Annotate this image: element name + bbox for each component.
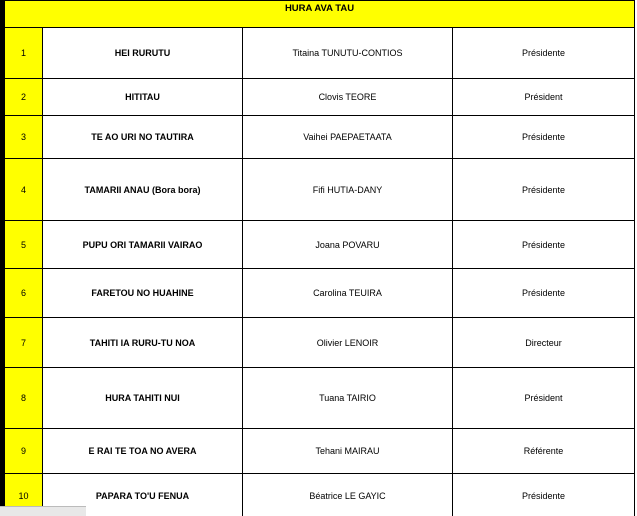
row-number[interactable]: 3: [5, 116, 43, 159]
contact-name-cell[interactable]: Titaina TUNUTU-CONTIOS: [243, 28, 453, 79]
role-cell[interactable]: Présidente: [453, 159, 635, 221]
row-number[interactable]: 5: [5, 221, 43, 269]
contact-name-cell[interactable]: Joana POVARU: [243, 221, 453, 269]
association-table: [4, 0, 635, 516]
association-cell[interactable]: PUPU ORI TAMARII VAIRAO: [43, 221, 243, 269]
contact-name-cell[interactable]: Clovis TEORE: [243, 79, 453, 116]
table-row: [5, 28, 635, 79]
row-number[interactable]: 6: [5, 269, 43, 318]
association-cell[interactable]: TAMARII ANAU (Bora bora): [43, 159, 243, 221]
sheet-tab[interactable]: [0, 506, 86, 516]
role-cell[interactable]: Présidente: [453, 28, 635, 79]
role-cell[interactable]: Présidente: [453, 116, 635, 159]
association-cell[interactable]: E RAI TE TOA NO AVERA: [43, 429, 243, 474]
row-number[interactable]: 10: [5, 474, 43, 516]
association-cell[interactable]: FARETOU NO HUAHINE: [43, 269, 243, 318]
role-cell[interactable]: Directeur: [453, 318, 635, 368]
role-cell[interactable]: Référente: [453, 429, 635, 474]
title-row: [5, 1, 635, 28]
table-row: [5, 474, 635, 516]
table-row: [5, 79, 635, 116]
table-row: [5, 269, 635, 318]
role-cell[interactable]: Présidente: [453, 269, 635, 318]
association-cell[interactable]: HITITAU: [43, 79, 243, 116]
contact-name-cell[interactable]: Vaihei PAEPAETAATA: [243, 116, 453, 159]
table-row: [5, 368, 635, 429]
table-row: [5, 318, 635, 368]
row-number[interactable]: 1: [5, 28, 43, 79]
row-number[interactable]: 2: [5, 79, 43, 116]
row-number[interactable]: 8: [5, 368, 43, 429]
association-cell[interactable]: TE AO URI NO TAUTIRA: [43, 116, 243, 159]
role-cell[interactable]: Président: [453, 368, 635, 429]
contact-name-cell[interactable]: Carolina TEUIRA: [243, 269, 453, 318]
contact-name-cell[interactable]: Béatrice LE GAYIC: [243, 474, 453, 516]
table-row: [5, 429, 635, 474]
table-row: [5, 116, 635, 159]
table-title: HURA AVA TAU: [5, 1, 635, 28]
role-cell[interactable]: Présidente: [453, 221, 635, 269]
table-row: [5, 159, 635, 221]
association-cell[interactable]: HEI RURUTU: [43, 28, 243, 79]
row-number[interactable]: 9: [5, 429, 43, 474]
contact-name-cell[interactable]: Fifi HUTIA-DANY: [243, 159, 453, 221]
contact-name-cell[interactable]: Tehani MAIRAU: [243, 429, 453, 474]
table-row: [5, 221, 635, 269]
association-cell[interactable]: PAPARA TO'U FENUA: [43, 474, 243, 516]
association-cell[interactable]: HURA TAHITI NUI: [43, 368, 243, 429]
role-cell[interactable]: Président: [453, 79, 635, 116]
contact-name-cell[interactable]: Tuana TAIRIO: [243, 368, 453, 429]
row-number[interactable]: 7: [5, 318, 43, 368]
row-number[interactable]: 4: [5, 159, 43, 221]
contact-name-cell[interactable]: Olivier LENOIR: [243, 318, 453, 368]
role-cell[interactable]: Présidente: [453, 474, 635, 516]
association-cell[interactable]: TAHITI IA RURU-TU NOA: [43, 318, 243, 368]
